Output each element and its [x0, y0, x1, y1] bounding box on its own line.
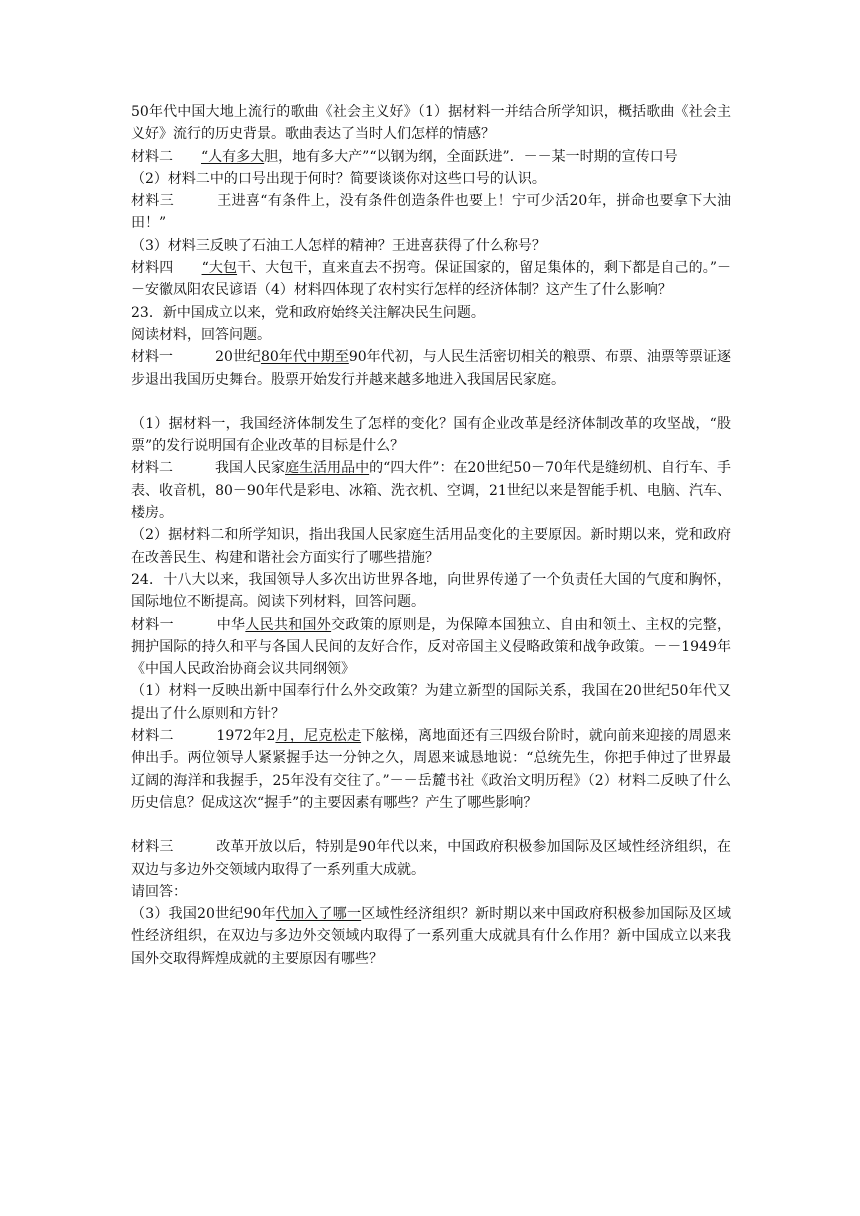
- text-run: 材料四: [131, 260, 202, 277]
- text-run: 材料二 1972年2: [131, 728, 276, 745]
- underlined-text: 人民共和国外: [245, 616, 332, 633]
- paragraph: [131, 302, 731, 324]
- paragraph: [131, 101, 731, 146]
- paragraph: [131, 680, 731, 725]
- text-run: 90年代初，与人民生活密切相关的粮票、布票、油票等票证逐步退出我国历史舞台。股票开始发行并越来越多地进入我国居民家庭。: [131, 349, 731, 388]
- paragraph: [131, 146, 731, 168]
- text-run: 干、大包干，直来直去不拐弯。保证国家的，留足集体的，剩下都是自己的。”－－安徽凤阳农民谚语（4）材料四体现了农村实行怎样的经济体制？这产生了什么影响？: [131, 260, 731, 299]
- paragraph: [131, 324, 731, 346]
- text-run: 材料三 王进喜“有条件上，没有条件创造条件也要上！宁可少活20年，拼命也要拿下大油田！”: [131, 193, 731, 232]
- text-run: （1）据材料一，我国经济体制发生了怎样的变化？国有企业改革是经济体制改革的攻坚战，“股票”的发行说明国有企业改革的目标是什么？: [131, 415, 731, 455]
- text-run: 的“四大件”：在20世纪50－70年代是缝纫机、自行车、手表、收音机，80－90年代是彩电、冰箱、洗衣机、空调，21世纪以来是智能手机、电脑、汽车、楼房。: [131, 460, 732, 522]
- text-run: 材料三 改革开放以后，特别是90年代以来，中国政府积极参加国际及区域性经济组织，在双边与多边外交领域内取得了一系列重大成就。: [131, 839, 731, 878]
- text-run: （3）我国20世纪90年: [131, 906, 276, 923]
- text-run: 50年代中国大地上流行的歌曲《社会主义好》（1）据材料一并结合所学知识，概括歌曲《社会主义好》流行的历史背景。歌曲表达了当时人们怎样的情感？: [131, 104, 731, 143]
- underlined-text: 庭生活用品中: [285, 460, 370, 477]
- paragraph: [131, 614, 731, 681]
- paragraph: [131, 457, 731, 524]
- text-run: 24．十八大以来，我国领导人多次出访世界各地，向世界传递了一个负责任大国的气度和胸怀，国际地位不断提高。阅读下列材料，回答问题。: [131, 571, 731, 611]
- paragraph: [131, 569, 731, 614]
- paragraph: [131, 881, 731, 903]
- paragraph: [131, 524, 731, 569]
- text-run: 材料二: [131, 148, 201, 165]
- blank-line: [131, 391, 731, 413]
- document-body: [131, 101, 731, 970]
- text-run: 23．新中国成立以来，党和政府始终关注解决民生问题。: [131, 304, 485, 321]
- paragraph: [131, 725, 731, 814]
- text-run: （3）材料三反映了石油工人怎样的精神？王进喜获得了什么称号？: [131, 237, 546, 254]
- underlined-text: 月，尼克松走: [275, 728, 362, 745]
- text-run: 材料二 我国人民家: [131, 460, 286, 477]
- paragraph: [131, 346, 731, 391]
- text-run: （1）材料一反映出新中国奉行什么外交政策？为建立新型的国际关系，我国在20世纪50年代又提出了什么原则和方针？: [131, 683, 731, 722]
- text-run: （2）材料二中的口号出现于何时？简要谈谈你对这些口号的认识。: [131, 170, 546, 187]
- text-run: （2）据材料二和所学知识，指出我国人民家庭生活用品变化的主要原因。新时期以来，党和政府在改善民生、构建和谐社会方面实行了哪些措施？: [131, 527, 731, 566]
- text-run: 胆，地有多大产”“以钢为纲，全面跃进”．－－某一时期的宣传口号: [264, 148, 678, 165]
- paragraph: [131, 836, 731, 881]
- paragraph: [131, 168, 731, 190]
- text-run: 材料一 中华: [131, 616, 246, 633]
- paragraph: [131, 257, 731, 302]
- text-run: 交政策的原则是，为保障本国独立、自由和领土、主权的完整，拥护国际的持久和平与各国人民间的友好合作，反对帝国主义侵略政策和战争政策。－－1949年《中国人民政治协商会议共同纲领》: [131, 616, 732, 678]
- blank-line: [131, 814, 731, 836]
- text-run: 下舷梯，离地面还有三四级台阶时，就向前来迎接的周恩来伸出手。两位领导人紧紧握手达一分钟之久，周恩来诚恳地说：“总统先生，你把手伸过了世界最辽阔的海洋和我握手，25年没有交往了。”－－岳麓书社《政治文明历程》（2）材料二反映了什么历史信息？促成这次“握手”的主要因素有哪些？产生了哪些影响？: [131, 728, 732, 811]
- paragraph: [131, 235, 731, 257]
- paragraph: [131, 903, 731, 970]
- underlined-text: “人有多大: [201, 148, 265, 165]
- text-run: 阅读材料，回答问题。: [131, 326, 271, 343]
- paragraph: [131, 413, 731, 458]
- text-run: 请回答：: [131, 883, 187, 900]
- paragraph: [131, 190, 731, 235]
- text-run: 区域性经济组织？新时期以来中国政府积极参加国际及区域性经济组织，在双边与多边外交领域内取得了一系列重大成就具有什么作用？新中国成立以来我国外交取得辉煌成就的主要原因有哪些？: [131, 906, 731, 967]
- underlined-text: “大包: [201, 260, 238, 277]
- underlined-text: 80年代中期至: [260, 349, 349, 366]
- text-run: 材料一 20世纪: [131, 349, 261, 366]
- underlined-text: 代加入了哪一: [275, 906, 362, 923]
